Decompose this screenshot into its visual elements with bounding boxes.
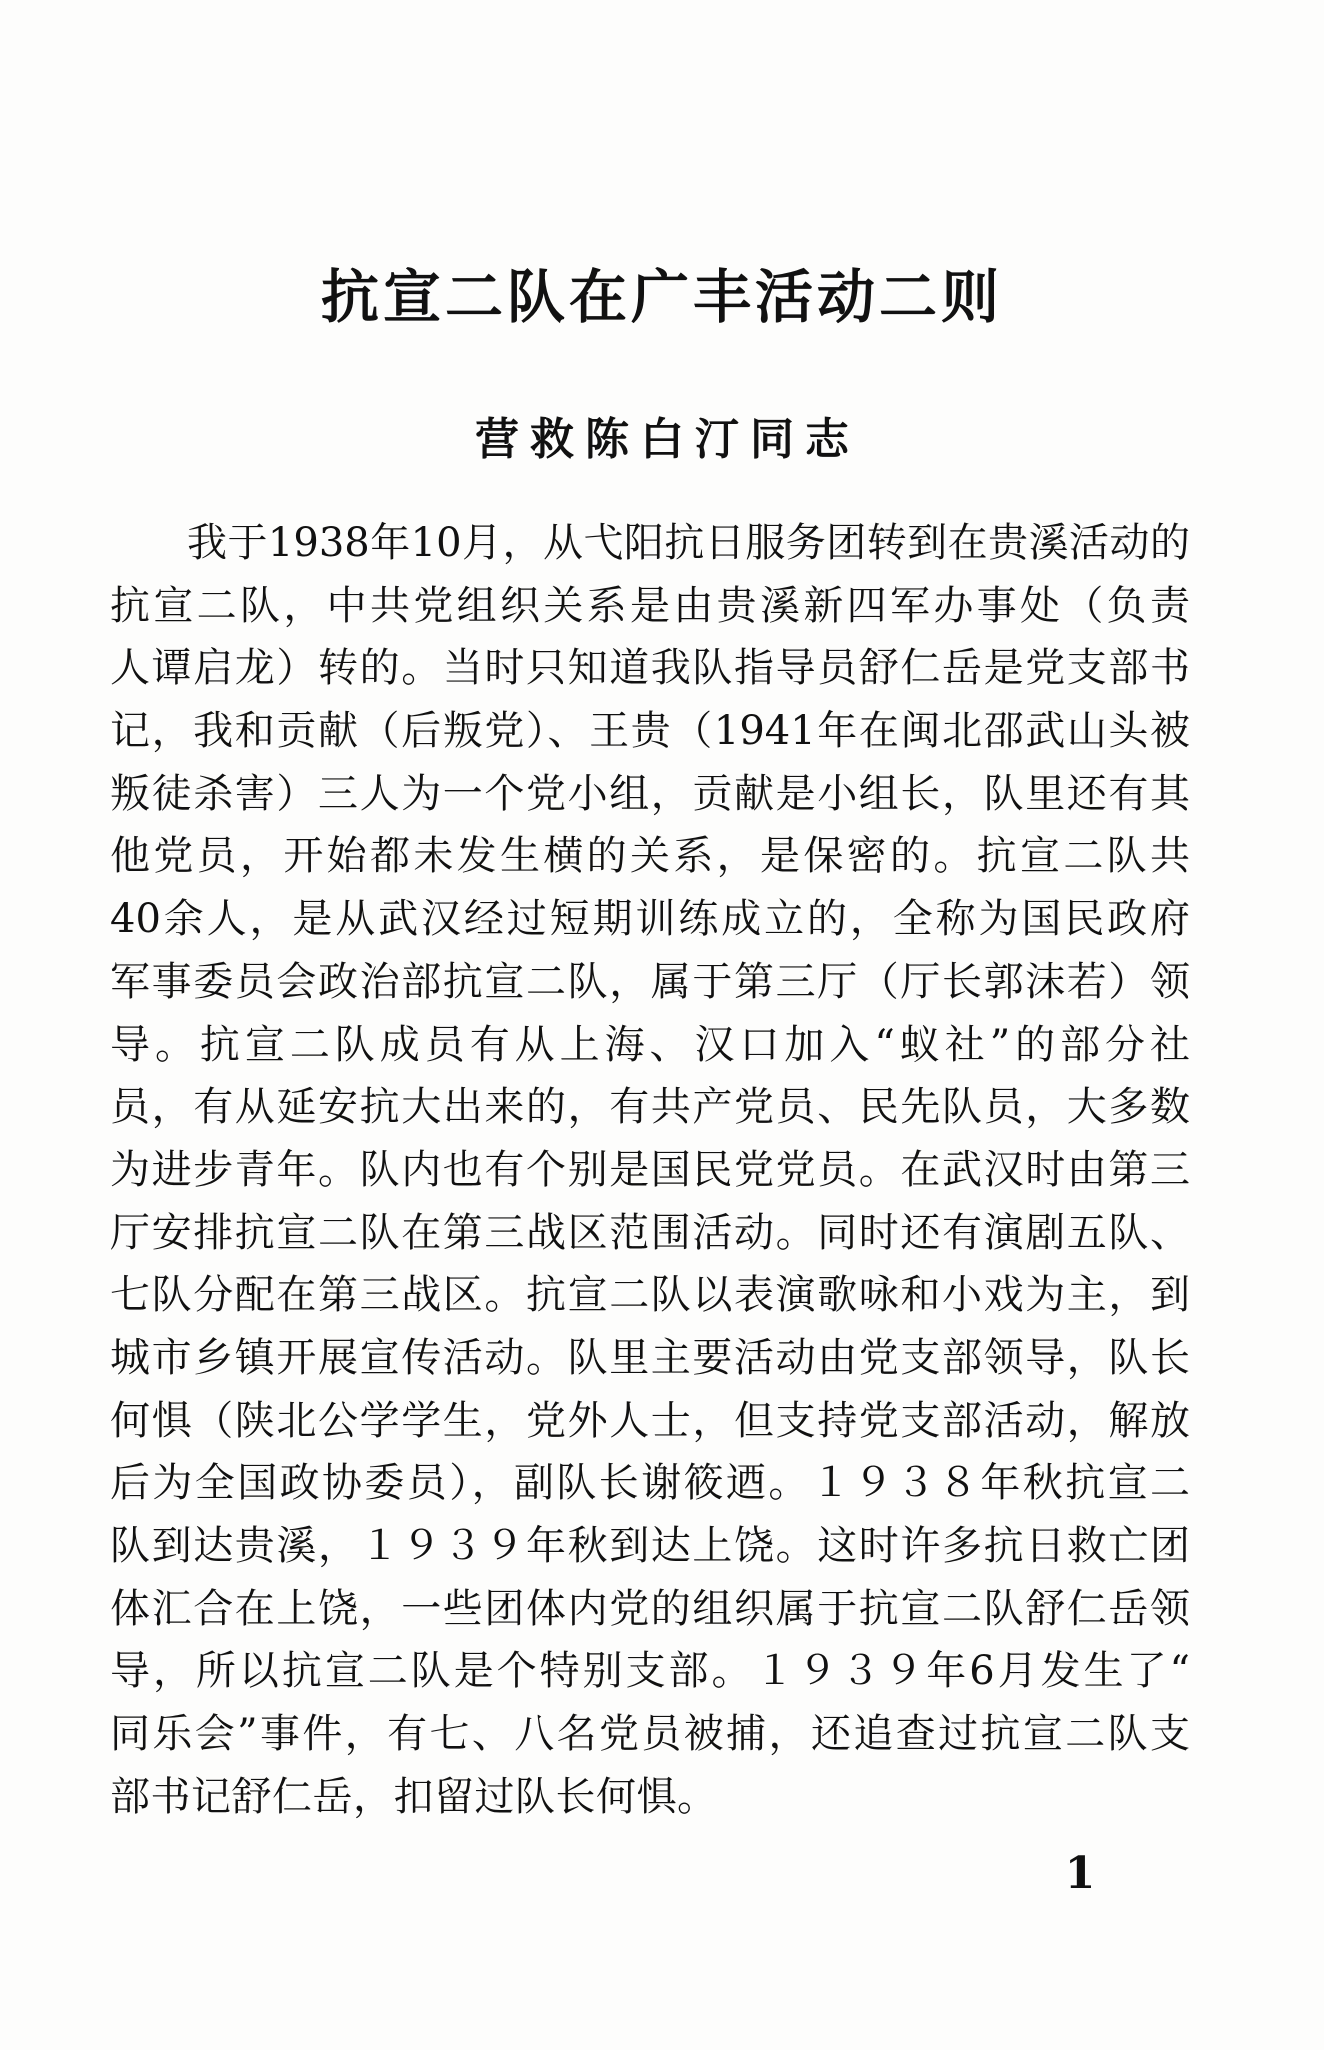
body-line: 记，我和贡献（后叛党）、王贵（1941年在闽北邵武山头被 <box>110 708 1190 755</box>
body-paragraph <box>110 512 1190 1828</box>
body-line: 七队分配在第三战区。抗宣二队以表演歌咏和小戏为主，到 <box>110 1272 1190 1319</box>
body-line: 为进步青年。队内也有个别是国民党党员。在武汉时由第三 <box>110 1146 1190 1193</box>
section-heading: 营救陈白汀同志 <box>475 414 860 465</box>
body-line: 体汇合在上饶，一些团体内党的组织属于抗宣二队舒仁岳领 <box>110 1585 1190 1632</box>
body-line: 员，有从延安抗大出来的，有共产党员、民先队员，大多数 <box>110 1084 1190 1131</box>
body-line: 部书记舒仁岳，扣留过队长何惧。 <box>110 1773 718 1820</box>
body-line: 军事委员会政治部抗宣二队，属于第三厅（厅长郭沫若）领 <box>110 958 1190 1005</box>
body-line: 40余人，是从武汉经过短期训练成立的，全称为国民政府 <box>110 896 1190 943</box>
body-line: 后为全国政协委员），副队长谢筱迺。１９３８年秋抗宣二 <box>110 1460 1190 1507</box>
body-line: 叛徒杀害）三人为一个党小组，贡献是小组长，队里还有其 <box>110 770 1190 817</box>
body-line: 队到达贵溪，１９３９年秋到达上饶。这时许多抗日救亡团 <box>110 1523 1190 1569</box>
body-line: 人谭启龙）转的。当时只知道我队指导员舒仁岳是党支部书 <box>110 645 1190 692</box>
body-line: 导。抗宣二队成员有从上海、汉口加入“蚁社”的部分社 <box>110 1021 1190 1068</box>
page-title: 抗宣二队在广丰活动二则 <box>320 263 1003 331</box>
body-line: 导，所以抗宣二队是个特别支部。１９３９年6月发生了“ <box>110 1648 1190 1695</box>
body-line: 抗宣二队，中共党组织关系是由贵溪新四军办事处（负责 <box>110 582 1190 629</box>
body-line: 城市乡镇开展宣传活动。队里主要活动由党支部领导，队长 <box>110 1334 1190 1381</box>
body-line: 他党员，开始都未发生横的关系，是保密的。抗宣二队共 <box>110 833 1190 880</box>
body-line: 我于1938年10月，从弋阳抗日服务团转到在贵溪活动的 <box>187 520 1190 566</box>
body-line: 厅安排抗宣二队在第三战区范围活动。同时还有演剧五队、 <box>110 1209 1190 1256</box>
body-line: 同乐会”事件，有七、八名党员被捕，还追查过抗宣二队支 <box>110 1711 1190 1758</box>
page-number: 1 <box>1064 1848 1096 1899</box>
body-line: 何惧（陕北公学学生，党外人士，但支持党支部活动，解放 <box>110 1397 1190 1444</box>
